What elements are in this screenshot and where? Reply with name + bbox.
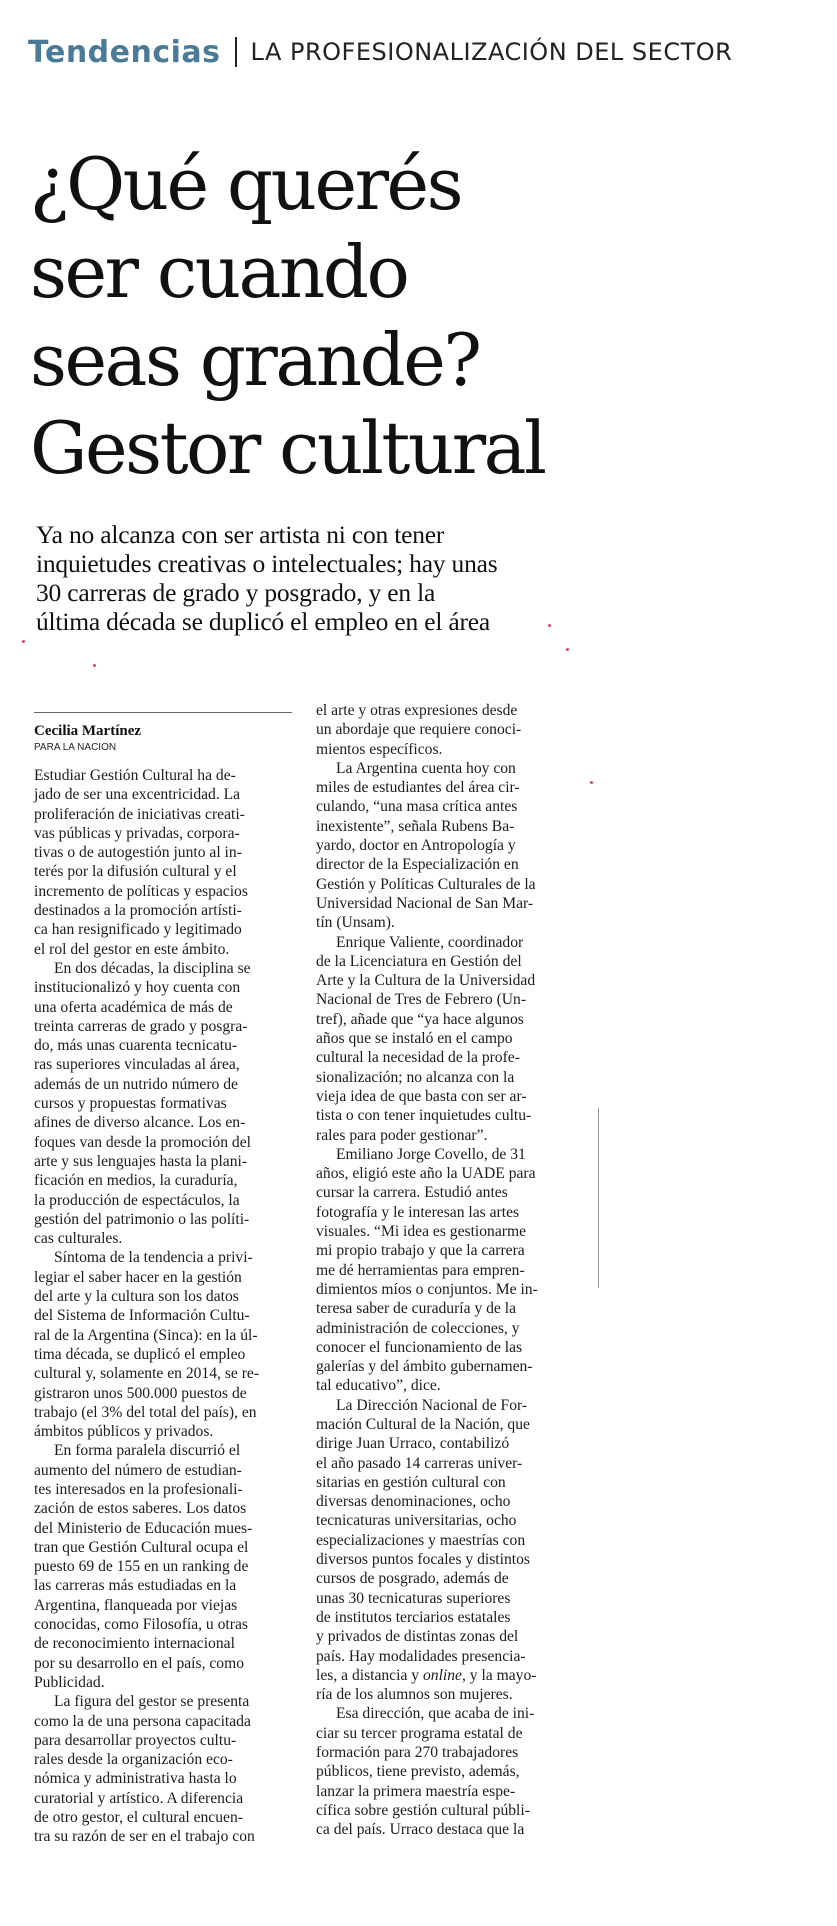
article-line: una oferta académica de más de <box>34 998 233 1016</box>
article-line: además de un nutrido número de <box>34 1075 238 1093</box>
article-line: vas públicas y privadas, corpora- <box>34 824 240 842</box>
article-line: años, eligió este año la UADE para <box>316 1165 536 1183</box>
article-line: tref), añade que “ya hace algunos <box>316 1010 524 1028</box>
article-line: galerías y del ámbito gubernamen- <box>316 1358 533 1376</box>
article-line: tecnicaturas universitarias, ocho <box>316 1512 517 1530</box>
article-line: culando, “una masa crítica antes <box>316 798 518 816</box>
headline-line: ¿Qué querés <box>30 142 462 226</box>
article-line: el arte y otras expresiones desde <box>316 702 518 719</box>
headline-line: ser cuando <box>30 230 408 314</box>
article-line: públicos, tiene previsto, además, <box>316 1763 520 1781</box>
article-line: de institutos terciarios estatales <box>316 1608 511 1626</box>
article-line: sitarias en gestión cultural con <box>316 1473 506 1491</box>
article-line: terés por la difusión cultural y el <box>34 863 237 881</box>
article-line: un abordaje que requiere conoci- <box>316 721 522 739</box>
article-line: cursos de posgrado, además de <box>316 1570 509 1588</box>
article-line: aumento del número de estudian- <box>34 1461 242 1479</box>
subheadline <box>36 520 596 636</box>
article-line: del Ministerio de Educación mues- <box>34 1519 253 1537</box>
article-line: especializaciones y maestrías con <box>316 1531 526 1549</box>
article-line: tivas o de autogestión junto al in- <box>34 844 242 862</box>
article-line: ría de los alumnos son mujeres. <box>316 1686 513 1704</box>
article-line: rales para poder gestionar”. <box>316 1126 488 1144</box>
article-line: Gestión y Políticas Culturales de la <box>316 875 536 893</box>
article-line: treinta carreras de grado y posgra- <box>34 1017 248 1035</box>
article-line: les, a distancia y online, y la mayo- <box>316 1666 537 1684</box>
article-line: jado de ser una excentricidad. La <box>34 786 241 804</box>
subheadline-line: 30 carreras de grado y posgrado, y en la <box>36 578 436 607</box>
article-line: tra su razón de ser en el trabajo con <box>34 1828 255 1846</box>
print-speck <box>22 640 25 643</box>
article-line: yardo, doctor en Antropología y <box>316 837 516 855</box>
section-label: Tendencias <box>28 34 221 70</box>
article-line: ficación en medios, la curaduría, <box>34 1172 238 1190</box>
byline-rule <box>34 712 292 713</box>
article-line: Arte y la Cultura de la Universidad <box>316 972 536 990</box>
article-line: En forma paralela discurrió el <box>54 1442 241 1460</box>
article-line: do, más unas cuarenta tecnicatu- <box>34 1037 238 1055</box>
kicker: LA PROFESIONALIZACIÓN DEL SECTOR <box>250 38 733 66</box>
print-speck <box>93 664 96 667</box>
header-divider <box>235 37 237 67</box>
article-line: Argentina, flanqueada por viejas <box>34 1596 238 1614</box>
byline <box>34 722 141 756</box>
article-line: diversos puntos focales y distintos <box>316 1551 530 1569</box>
byline-author: Cecilia Martínez <box>34 723 142 739</box>
subheadline-line: última década se duplicó el empleo en el área <box>36 607 491 636</box>
article-line: Síntoma de la tendencia a privi- <box>54 1249 253 1267</box>
article-line: gistraron unos 500.000 puestos de <box>34 1384 247 1402</box>
section-header <box>28 30 732 74</box>
article-line: puesto 69 de 155 en un ranking de <box>34 1558 249 1576</box>
article-line: vieja idea de que basta con ser ar- <box>316 1087 527 1105</box>
article-line: sionalización; no alcanza con la <box>316 1068 515 1086</box>
print-speck <box>548 624 551 627</box>
article-line: tín (Unsam). <box>316 914 395 932</box>
article-line: La Dirección Nacional de For- <box>336 1396 528 1414</box>
article-line: visuales. “Mi idea es gestionarme <box>316 1223 527 1241</box>
headline-line: Gestor cultural <box>30 406 545 490</box>
article-line: nómica y administrativa hasta lo <box>34 1770 237 1788</box>
article-line: de otro gestor, el cultural encuen- <box>34 1809 243 1827</box>
article-line: Nacional de Tres de Febrero (Un- <box>316 991 527 1009</box>
article-line: cas culturales. <box>34 1230 123 1248</box>
article-line: Universidad Nacional de San Mar- <box>316 894 534 912</box>
article-line: cursar la carrera. Estudió antes <box>316 1184 508 1202</box>
article-line: del Sistema de Información Cultu- <box>34 1307 250 1325</box>
subheadline-line: inquietudes creativas o intelectuales; hay unas <box>36 549 498 578</box>
article-line: cultural y, solamente en 2014, se re- <box>34 1365 260 1383</box>
article-line: proliferación de iniciativas creati- <box>34 805 245 823</box>
article-line: como la de una persona capacitada <box>34 1712 251 1730</box>
article-line: tima década, se duplicó el empleo <box>34 1345 246 1363</box>
article-line: trabajo (el 3% del total del país), en <box>34 1403 257 1421</box>
article-line: tran que Gestión Cultural ocupa el <box>34 1538 249 1556</box>
article-line: administración de colecciones, y <box>316 1319 520 1337</box>
article-line: inexistente”, señala Rubens Ba- <box>316 817 515 835</box>
article-line: arte y sus lenguajes hasta la plani- <box>34 1152 248 1170</box>
article-line: las carreras más estudiadas en la <box>34 1577 237 1595</box>
article-line: cursos y propuestas formativas <box>34 1095 227 1113</box>
article-line: conocidas, como Filosofía, u otras <box>34 1616 248 1634</box>
article-line: país. Hay modalidades presencia- <box>316 1647 526 1665</box>
article-column-2 <box>316 701 582 1840</box>
article-line: miles de estudiantes del área cir- <box>316 779 520 797</box>
headline-line: seas grande? <box>30 318 480 402</box>
article-line: formación para 270 trabajadores <box>316 1744 519 1762</box>
article-line: ral de la Argentina (Sinca): en la úl- <box>34 1326 258 1344</box>
article-line: La figura del gestor se presenta <box>54 1693 250 1711</box>
print-speck <box>566 648 569 651</box>
article-line: del arte y la cultura son los datos <box>34 1288 239 1306</box>
article-line: La Argentina cuenta hoy con <box>336 759 516 777</box>
article-line: zación de estos saberes. Los datos <box>34 1500 247 1518</box>
article-line: conocer el funcionamiento de las <box>316 1338 523 1356</box>
article-line: me dé herramientas para empren- <box>316 1261 525 1279</box>
article-line: ámbitos públicos y privados. <box>34 1423 214 1441</box>
article-line: incremento de políticas y espacios <box>34 882 248 900</box>
article-line: Esa dirección, que acaba de ini- <box>336 1705 535 1723</box>
article-line: de reconocimiento internacional <box>34 1635 235 1653</box>
article-line: dimientos míos o conjuntos. Me in- <box>316 1280 538 1298</box>
article-line: afines de diverso alcance. Los en- <box>34 1114 246 1132</box>
article-line: rales desde la organización eco- <box>34 1751 233 1769</box>
article-line: Emiliano Jorge Covello, de 31 <box>336 1145 526 1163</box>
article-column-1 <box>34 766 298 1847</box>
article-line: Publicidad. <box>34 1673 105 1691</box>
article-line: el año pasado 14 carreras univer- <box>316 1454 523 1472</box>
article-line: la producción de espectáculos, la <box>34 1191 240 1209</box>
article-line: para desarrollar proyectos cultu- <box>34 1731 237 1749</box>
article-line: En dos décadas, la disciplina se <box>54 959 251 977</box>
article-line: destinados a la promoción artísti- <box>34 902 242 920</box>
article-line: institucionalizó y hoy cuenta con <box>34 979 241 997</box>
article-line: el rol del gestor en este ámbito. <box>34 940 230 958</box>
article-line: ca del país. Urraco destaca que la <box>316 1821 525 1839</box>
article-line: ca han resignificado y legitimado <box>34 921 242 939</box>
article-line: tista o con tener inquietudes cultu- <box>316 1107 532 1125</box>
article-line: tal educativo”, dice. <box>316 1377 441 1395</box>
article-line: tes interesados en la profesionali- <box>34 1480 243 1498</box>
article-line: foques van desde la promoción del <box>34 1133 251 1151</box>
article-line: lanzar la primera maestría espe- <box>316 1782 516 1800</box>
article-line: legiar el saber hacer en la gestión <box>34 1268 242 1286</box>
article-line: cultural la necesidad de la profe- <box>316 1049 520 1067</box>
article-line: y privados de distintas zonas del <box>316 1628 519 1646</box>
article-line: unas 30 tecnicaturas superiores <box>316 1589 511 1607</box>
article-line: Estudiar Gestión Cultural ha de- <box>34 767 236 784</box>
column-rule <box>598 1108 599 1288</box>
article-line: ras superiores vinculadas al área, <box>34 1056 240 1074</box>
article-line: curatorial y artístico. A diferencia <box>34 1789 244 1807</box>
print-speck <box>590 781 593 784</box>
article-line: teresa saber de curaduría y de la <box>316 1300 517 1318</box>
article-line: mientos específicos. <box>316 740 443 758</box>
article-line: años que se instaló en el campo <box>316 1030 513 1048</box>
headline <box>30 140 630 492</box>
article-line: Enrique Valiente, coordinador <box>336 933 524 951</box>
article-line: director de la Especialización en <box>316 856 519 874</box>
article-line: por su desarrollo en el país, como <box>34 1654 245 1672</box>
article-line: gestión del patrimonio o las políti- <box>34 1210 250 1228</box>
byline-source: PARA LA NACION <box>34 742 117 753</box>
article-line: ciar su tercer programa estatal de <box>316 1724 523 1742</box>
article-line: dirige Juan Urraco, contabilizó <box>316 1435 510 1453</box>
article-line: diversas denominaciones, ocho <box>316 1493 511 1511</box>
article-line: mi propio trabajo y que la carrera <box>316 1242 525 1260</box>
article-line: cífica sobre gestión cultural públi- <box>316 1801 530 1819</box>
article-line: mación Cultural de la Nación, que <box>316 1415 530 1433</box>
article-line: fotografía y le interesan las artes <box>316 1203 520 1221</box>
subheadline-line: Ya no alcanza con ser artista ni con tener <box>36 520 445 549</box>
article-line: de la Licenciatura en Gestión del <box>316 952 522 970</box>
